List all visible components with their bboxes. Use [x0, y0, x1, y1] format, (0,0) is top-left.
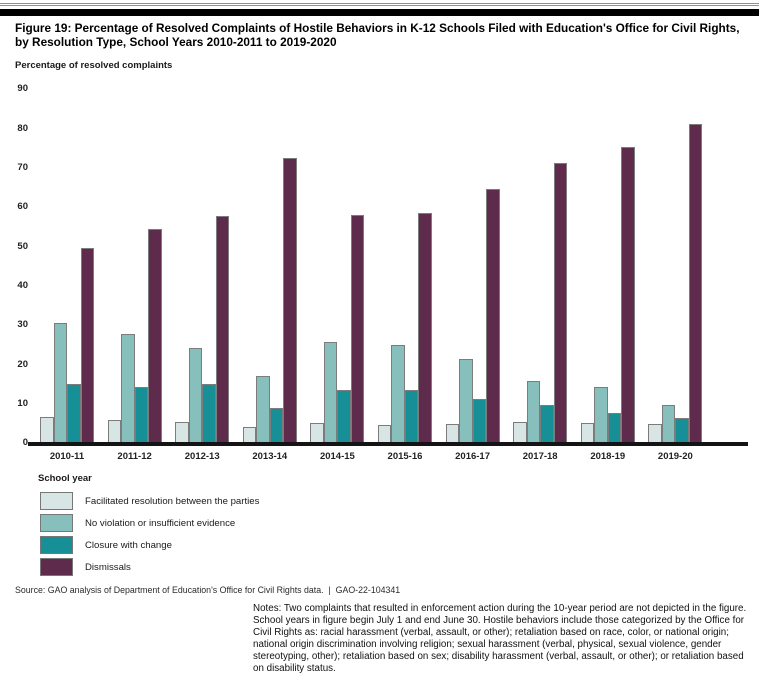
bar-no-violation-2012-13 — [189, 348, 203, 442]
bar-group-2011-12 — [108, 88, 162, 442]
legend-item-no-violation — [40, 514, 759, 532]
bar-closure-with-change-2019-20 — [675, 418, 689, 442]
x-axis-title: School year — [38, 473, 92, 485]
bar-closure-with-change-2014-15 — [337, 390, 351, 442]
bar-no-violation-2013-14 — [256, 376, 270, 442]
bar-facilitated-resolution-2010-11 — [40, 417, 54, 443]
bar-group-2010-11 — [40, 88, 94, 442]
bar-facilitated-resolution-2012-13 — [175, 422, 189, 443]
figure-page — [0, 3, 759, 681]
bar-group-2013-14 — [243, 88, 297, 442]
bar-facilitated-resolution-2015-16 — [378, 425, 392, 442]
bar-closure-with-change-2013-14 — [270, 408, 284, 442]
y-axis-tick-label: 60 — [17, 201, 28, 213]
legend-swatch-no-violation — [40, 514, 73, 532]
bar-dismissals-2012-13 — [216, 216, 230, 442]
y-axis-tick-label: 80 — [17, 122, 28, 134]
bar-closure-with-change-2018-19 — [608, 413, 622, 443]
bar-no-violation-2019-20 — [662, 405, 676, 442]
x-axis-tick-label: 2015-16 — [387, 451, 423, 463]
bar-group-2018-19 — [581, 88, 635, 442]
bar-closure-with-change-2010-11 — [67, 384, 81, 442]
legend-item-closure-with-change — [40, 536, 759, 554]
legend-item-dismissals — [40, 558, 759, 576]
bar-closure-with-change-2017-18 — [540, 405, 554, 442]
bar-group-2016-17 — [446, 88, 500, 442]
bar-no-violation-2010-11 — [54, 323, 68, 442]
bar-facilitated-resolution-2013-14 — [243, 427, 257, 442]
bar-closure-with-change-2011-12 — [135, 387, 149, 442]
y-axis-tick-label: 10 — [17, 397, 28, 409]
bar-dismissals-2015-16 — [418, 213, 432, 442]
top-double-rule — [0, 3, 759, 6]
bar-group-2019-20 — [648, 88, 702, 442]
y-axis-tick-label: 30 — [17, 319, 28, 331]
bar-no-violation-2014-15 — [324, 342, 338, 442]
bar-closure-with-change-2015-16 — [405, 390, 419, 442]
x-axis-tick-label: 2018-19 — [590, 451, 626, 463]
bar-group-2015-16 — [378, 88, 432, 442]
bar-closure-with-change-2012-13 — [202, 384, 216, 443]
bar-no-violation-2011-12 — [121, 334, 135, 443]
bar-facilitated-resolution-2011-12 — [108, 420, 122, 442]
bar-no-violation-2017-18 — [527, 381, 541, 442]
bar-no-violation-2018-19 — [594, 387, 608, 442]
legend-label: Facilitated resolution between the parties — [85, 495, 260, 507]
y-axis-title: Percentage of resolved complaints — [15, 60, 173, 72]
bar-facilitated-resolution-2017-18 — [513, 422, 527, 443]
x-axis-tick-label: 2014-15 — [319, 451, 355, 463]
bar-dismissals-2013-14 — [283, 158, 297, 442]
source-line: Source: GAO analysis of Department of Education's Office for Civil Rights data. | GAO-22-104341 — [15, 585, 401, 596]
legend-label: Closure with change — [85, 539, 172, 551]
legend — [40, 492, 759, 576]
bar-dismissals-2014-15 — [351, 215, 365, 442]
bar-group-2014-15 — [310, 88, 364, 442]
bar-closure-with-change-2016-17 — [473, 399, 487, 442]
bar-dismissals-2017-18 — [554, 163, 568, 442]
y-axis-tick-label: 50 — [17, 240, 28, 252]
header-black-bar — [0, 9, 759, 16]
bar-no-violation-2015-16 — [391, 345, 405, 443]
bar-dismissals-2016-17 — [486, 189, 500, 442]
plot-area — [35, 88, 748, 442]
x-axis-tick-label: 2011-12 — [117, 451, 152, 463]
bar-facilitated-resolution-2018-19 — [581, 423, 595, 442]
notes-text: Notes: Two complaints that resulted in enforcement action during the 10-year period are not depicted in the figure. School years in figure begin July 1 and end June 30. Hostile behaviors include those categorized by the Office for Civil Rights as: racial harassment (verbal, assault, or other); retaliation based on race, color, or national origin; national origin discrimination involving religion; sexual harassment (verbal, physical, sexual violence, gender stereotyping, other); retaliation based on sex; disability harassment (verbal, assault, or other); or retaliation based on disability status. — [253, 603, 747, 675]
bar-no-violation-2016-17 — [459, 359, 473, 442]
x-axis-tick-label: 2013-14 — [252, 451, 288, 463]
bar-dismissals-2019-20 — [689, 124, 703, 443]
bar-facilitated-resolution-2016-17 — [446, 424, 460, 442]
x-axis-tick-label: 2016-17 — [455, 451, 490, 463]
bar-facilitated-resolution-2014-15 — [310, 423, 324, 442]
x-axis-tick-label: 2019-20 — [657, 451, 693, 463]
x-axis-labels — [35, 451, 748, 462]
x-axis-tick-label: 2012-13 — [184, 451, 220, 463]
legend-swatch-dismissals — [40, 558, 73, 576]
legend-label: No violation or insufficient evidence — [85, 517, 236, 529]
legend-label: Dismissals — [85, 561, 131, 573]
bar-dismissals-2010-11 — [81, 248, 95, 443]
bar-chart — [17, 83, 748, 449]
x-axis-tick-label: 2010-11 — [49, 451, 85, 463]
bar-group-2012-13 — [175, 88, 229, 442]
figure-title: Figure 19: Percentage of Resolved Complaints of Hostile Behaviors in K-12 Schools Filed with Education's Office for Civil Rights, by Resolution Type, School Years 2010-2011 to 2019-2020 — [15, 21, 740, 49]
legend-swatch-closure-with-change — [40, 536, 73, 554]
bar-facilitated-resolution-2019-20 — [648, 424, 662, 442]
y-axis-tick-label: 90 — [17, 83, 28, 95]
y-axis-tick-label: 40 — [17, 279, 28, 291]
bar-dismissals-2011-12 — [148, 229, 162, 442]
bar-group-2017-18 — [513, 88, 567, 442]
x-axis-line — [28, 442, 748, 446]
y-axis-tick-label: 0 — [22, 437, 28, 449]
x-axis-tick-label: 2017-18 — [522, 451, 558, 463]
bar-dismissals-2018-19 — [621, 147, 635, 442]
legend-swatch-facilitated-resolution — [40, 492, 73, 510]
y-axis-tick-label: 20 — [17, 358, 28, 370]
y-axis-tick-label: 70 — [17, 161, 28, 173]
legend-item-facilitated-resolution — [40, 492, 759, 510]
